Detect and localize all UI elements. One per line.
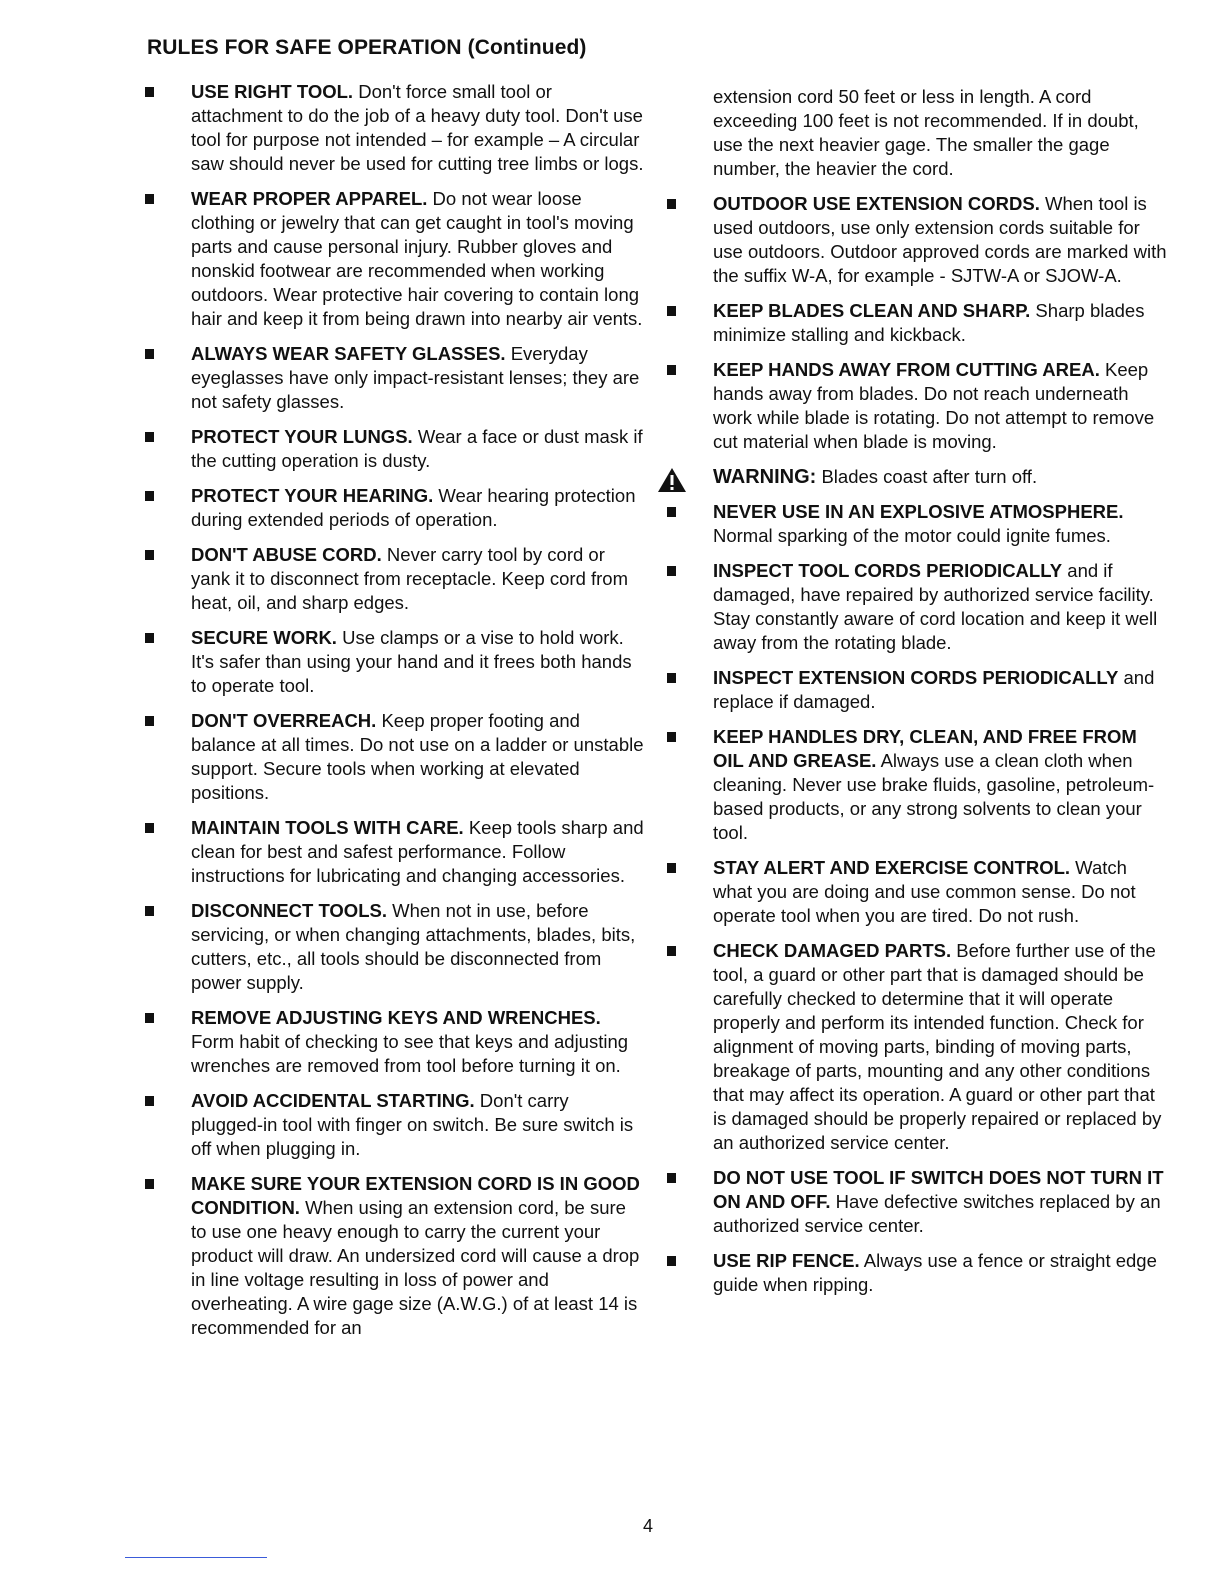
- rule-head: MAKE SURE YOUR EXTENSION CORD IS IN GOOD CONDITION.: [191, 1173, 640, 1218]
- rule-item: [145, 816, 645, 888]
- bullet-icon: [667, 306, 676, 316]
- rule-item: [145, 709, 645, 805]
- rule-body: Do not wear loose clothing or jewelry that can get caught in tool's moving parts and cause personal injury. Rubber gloves and nonskid footwear are recommended when working outdoors. Wear protective hair covering to contain long hair and keep it from being drawn into nearby air vents.: [191, 188, 643, 329]
- rule-body: When tool is used outdoors, use only extension cords suitable for use outdoors. Outdoor approved cords are marked with the suffix W-A, for example - SJTW-A or SJOW-A.: [713, 193, 1167, 286]
- rule-item: [667, 1249, 1167, 1297]
- rule-body: Before further use of the tool, a guard or other part that is damaged should be carefully checked to determine that it will operate properly and perform its intended function. Check for alignment of moving parts, binding of moving parts, breakage of parts, mounting and any other conditions that may affect its operation. A guard or other part that is damaged should be properly repaired or replaced by an authorized service center.: [713, 940, 1162, 1153]
- rule-item: [145, 342, 645, 414]
- rule-item: [667, 299, 1167, 347]
- warning-notice: [667, 465, 1167, 489]
- rule-head: KEEP BLADES CLEAN AND SHARP.: [713, 300, 1031, 321]
- rule-body: Wear hearing protection during extended periods of operation.: [191, 485, 636, 530]
- bullet-icon: [145, 906, 154, 916]
- rule-head: AVOID ACCIDENTAL STARTING.: [191, 1090, 475, 1111]
- page-number: 4: [642, 1516, 653, 1536]
- rule-body: Keep proper footing and balance at all times. Do not use on a ladder or unstable support. Secure tools when working at elevated positions.: [191, 710, 644, 803]
- rule-head: SECURE WORK.: [191, 627, 337, 648]
- rule-item: [145, 899, 645, 995]
- rule-item: [667, 559, 1167, 655]
- rule-head: STAY ALERT AND EXERCISE CONTROL.: [713, 857, 1071, 878]
- rule-head: INSPECT TOOL CORDS PERIODICALLY: [713, 560, 1063, 581]
- bullet-icon: [145, 1096, 154, 1106]
- right-column: [667, 85, 1167, 1308]
- bullet-icon: [145, 491, 154, 501]
- bullet-icon: [145, 194, 154, 204]
- bullet-icon: [667, 1173, 676, 1183]
- rule-head: DISCONNECT TOOLS.: [191, 900, 387, 921]
- bullet-icon: [667, 946, 676, 956]
- rule-item: [145, 1006, 645, 1078]
- rule-item: [145, 80, 645, 176]
- rule-item: [145, 484, 645, 532]
- rule-item: [145, 626, 645, 698]
- rule-head: PROTECT YOUR LUNGS.: [191, 426, 413, 447]
- bullet-icon: [145, 823, 154, 833]
- rule-head: KEEP HANDS AWAY FROM CUTTING AREA.: [713, 359, 1100, 380]
- rule-item: [667, 358, 1167, 454]
- bullet-icon: [667, 673, 676, 683]
- rule-item: [145, 187, 645, 331]
- rule-body: Sharp blades minimize stalling and kickback.: [713, 300, 1145, 345]
- rule-item: [667, 666, 1167, 714]
- rule-head: DON'T OVERREACH.: [191, 710, 377, 731]
- bullet-icon: [667, 365, 676, 375]
- rule-head: USE RIGHT TOOL.: [191, 81, 354, 102]
- bullet-icon: [667, 566, 676, 576]
- warning-label: WARNING:: [713, 466, 817, 488]
- rule-head: WEAR PROPER APPAREL.: [191, 188, 428, 209]
- rule-item: [667, 1166, 1167, 1238]
- rule-head: ALWAYS WEAR SAFETY GLASSES.: [191, 343, 506, 364]
- rule-head: REMOVE ADJUSTING KEYS AND WRENCHES.: [191, 1007, 601, 1028]
- rule-body: When not in use, before servicing, or when changing attachments, blades, bits, cutters, etc., all tools should be disconnected from power supply.: [191, 900, 636, 993]
- footer-rule: [125, 1557, 267, 1558]
- rule-head: USE RIP FENCE.: [713, 1250, 860, 1271]
- rule-body: Normal sparking of the motor could ignite fumes.: [713, 525, 1111, 546]
- rule-item: [667, 725, 1167, 845]
- rule-body: Keep tools sharp and clean for best and safest performance. Follow instructions for lubricating and changing accessories.: [191, 817, 644, 886]
- rule-body: Wear a face or dust mask if the cutting operation is dusty.: [191, 426, 643, 471]
- bullet-icon: [145, 349, 154, 359]
- rule-item: [145, 1172, 645, 1340]
- rule-head: OUTDOOR USE EXTENSION CORDS.: [713, 193, 1040, 214]
- rule-head: MAINTAIN TOOLS WITH CARE.: [191, 817, 464, 838]
- rule-body: Always use a clean cloth when cleaning. Never use brake fluids, gasoline, petroleum-based products, or any strong solvents to clean your tool.: [713, 750, 1155, 843]
- rule-head: CHECK DAMAGED PARTS.: [713, 940, 952, 961]
- warning-triangle-icon: [657, 467, 687, 493]
- rule-body: Everyday eyeglasses have only impact-resistant lenses; they are not safety glasses.: [191, 343, 640, 412]
- bullet-icon: [145, 1013, 154, 1023]
- rule-body: Don't carry plugged-in tool with finger on switch. Be sure switch is off when plugging in.: [191, 1090, 634, 1159]
- rule-head: DON'T ABUSE CORD.: [191, 544, 382, 565]
- bullet-icon: [667, 732, 676, 742]
- rule-item: [145, 425, 645, 473]
- rule-body: and if damaged, have repaired by authorized service facility. Stay constantly aware of cord location and keep it well away from the rotating blade.: [713, 560, 1158, 653]
- bullet-icon: [667, 199, 676, 209]
- bullet-icon: [145, 550, 154, 560]
- rule-item: [145, 543, 645, 615]
- rule-body: Always use a fence or straight edge guide when ripping.: [713, 1250, 1157, 1295]
- rule-body: When using an extension cord, be sure to use one heavy enough to carry the current your product will draw. An undersized cord will cause a drop in line voltage resulting in loss of power and overheating. A wire gage size (A.W.G.) of at least 14 is recommended for an: [191, 1197, 640, 1338]
- rule-head: NEVER USE IN AN EXPLOSIVE ATMOSPHERE.: [713, 501, 1124, 522]
- rule-head: PROTECT YOUR HEARING.: [191, 485, 434, 506]
- rule-body: Watch what you are doing and use common sense. Do not operate tool when you are tired. Do not rush.: [713, 857, 1136, 926]
- warning-text: Blades coast after turn off.: [816, 466, 1038, 487]
- bullet-icon: [145, 87, 154, 97]
- rule-body: and replace if damaged.: [713, 667, 1155, 712]
- bullet-icon: [145, 1179, 154, 1189]
- bullet-icon: [145, 716, 154, 726]
- rule-head: DO NOT USE TOOL IF SWITCH DOES NOT TURN IT ON AND OFF.: [713, 1167, 1164, 1212]
- rule-body: Use clamps or a vise to hold work. It's safer than using your hand and it frees both hands to operate tool.: [191, 627, 632, 696]
- rule-body: Have defective switches replaced by an authorized service center.: [713, 1191, 1161, 1236]
- rule-body: Form habit of checking to see that keys and adjusting wrenches are removed from tool before turning it on.: [191, 1031, 629, 1076]
- left-column: [145, 80, 645, 1351]
- bullet-icon: [667, 863, 676, 873]
- continuation-text: extension cord 50 feet or less in length. A cord exceeding 100 feet is not recommended. If in doubt, use the next heavier gage. The smaller the gage number, the heavier the cord.: [713, 86, 1139, 179]
- rule-body: Keep hands away from blades. Do not reach underneath work while blade is rotating. Do not attempt to remove cut material when blade is moving.: [713, 359, 1155, 452]
- rule-item: [145, 1089, 645, 1161]
- bullet-icon: [145, 432, 154, 442]
- page-heading: RULES FOR SAFE OPERATION (Continued): [147, 36, 587, 59]
- bullet-icon: [145, 633, 154, 643]
- bullet-icon: [667, 1256, 676, 1266]
- bullet-icon: [667, 507, 676, 517]
- rule-body: Never carry tool by cord or yank it to disconnect from receptacle. Keep cord from heat, oil, and sharp edges.: [191, 544, 629, 613]
- rule-body: Don't force small tool or attachment to do the job of a heavy duty tool. Don't use tool for purpose not intended – for example – A circular saw should never be used for cutting tree limbs or logs.: [191, 81, 644, 174]
- rule-item: [667, 939, 1167, 1155]
- rule-item: [667, 856, 1167, 928]
- rule-head: KEEP HANDLES DRY, CLEAN, AND FREE FROM OIL AND GREASE.: [713, 726, 1137, 771]
- rule-item: [667, 500, 1167, 548]
- rule-item: [667, 192, 1167, 288]
- rule-head: INSPECT EXTENSION CORDS PERIODICALLY: [713, 667, 1119, 688]
